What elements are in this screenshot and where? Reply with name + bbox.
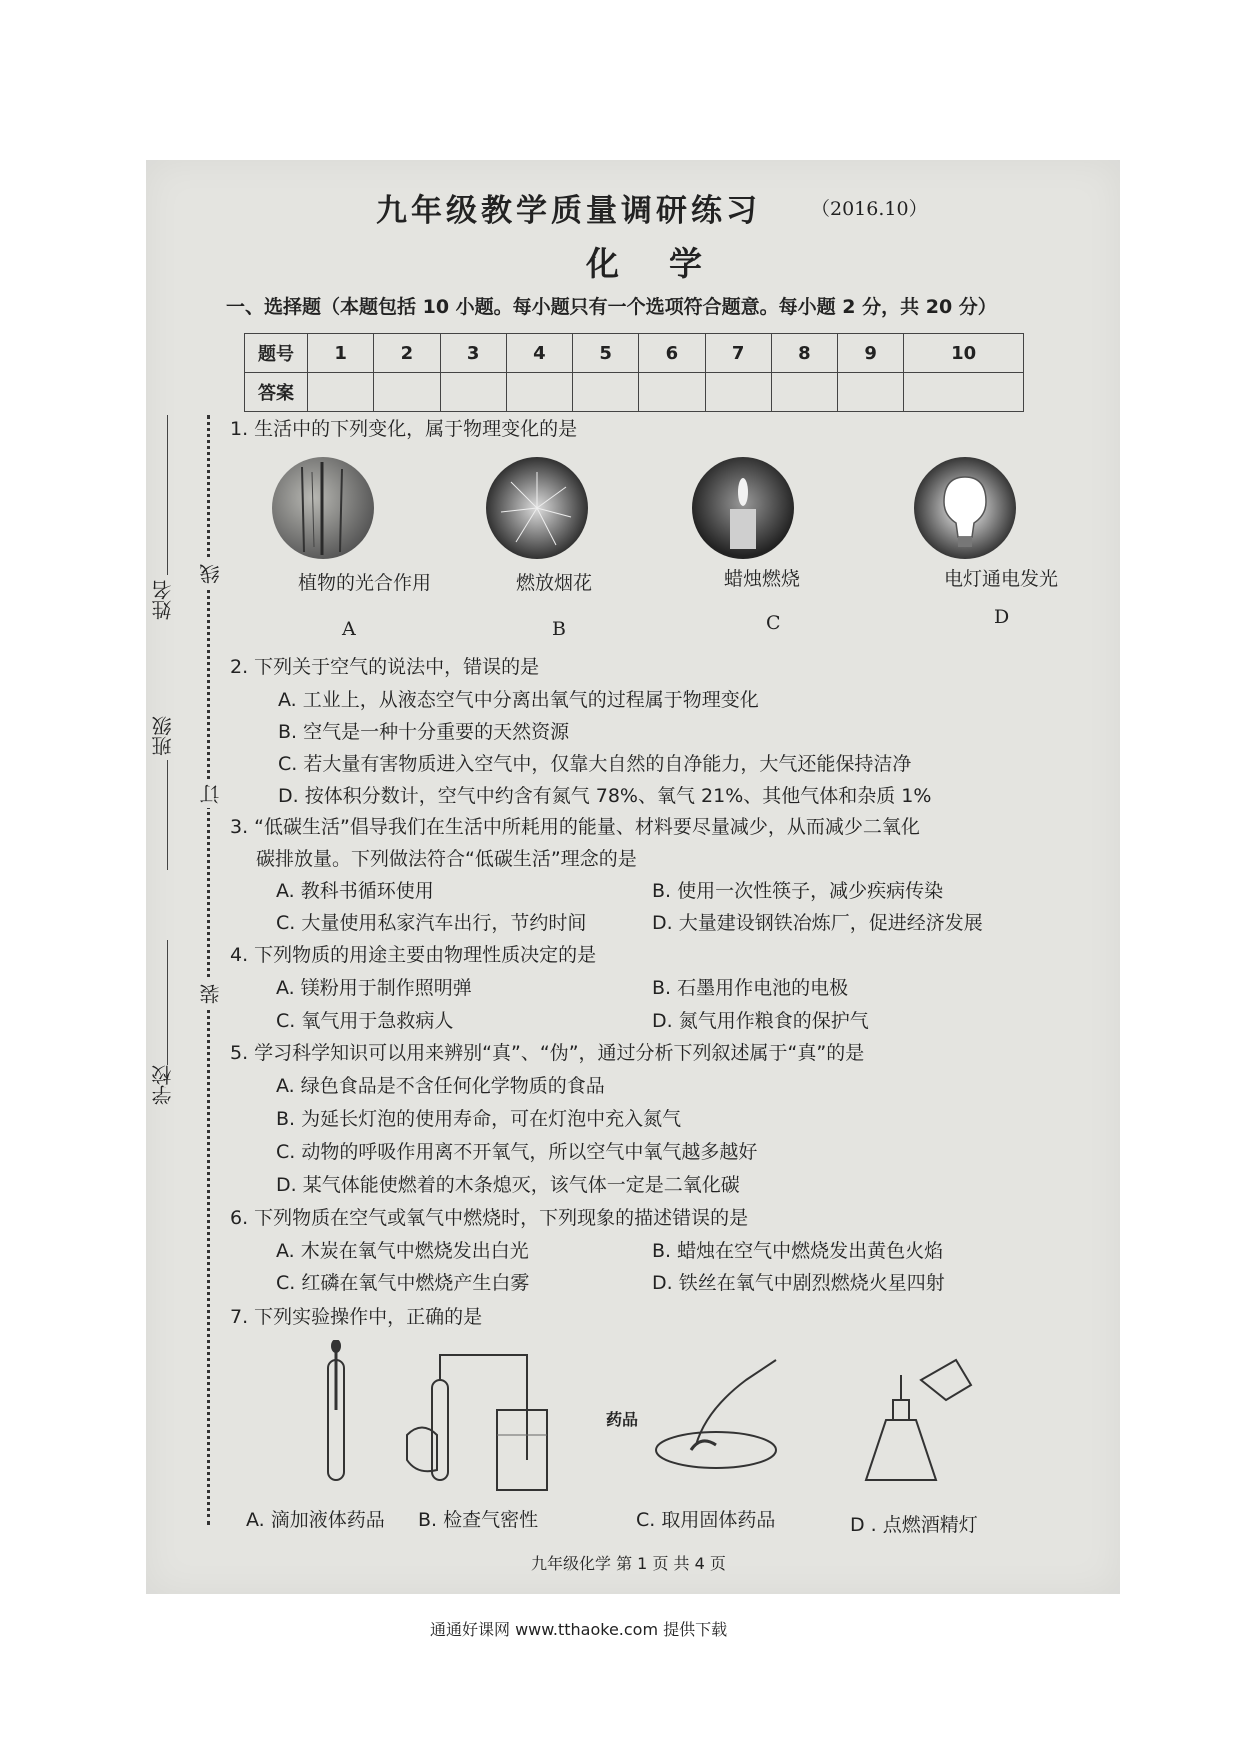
- light-bulb-image: [914, 457, 1016, 559]
- answer-cell[interactable]: [705, 373, 771, 412]
- binding-zhuang: 装: [196, 980, 225, 1008]
- q1-caption-a: 植物的光合作用: [298, 572, 432, 594]
- binding-xian: 线: [196, 560, 225, 588]
- subject-title: 化学: [586, 244, 752, 283]
- q1-letter-b: B: [552, 618, 566, 640]
- binding-ding: 订: [196, 780, 225, 808]
- question-5-stem: 5. 学习科学知识可以用来辨别“真”、“伪”，通过分析下列叙述属于“真”的是: [230, 1042, 865, 1064]
- table-cell: 8: [771, 334, 837, 373]
- answer-cell[interactable]: [904, 373, 1024, 412]
- question-7-stem: 7. 下列实验操作中，正确的是: [230, 1306, 483, 1328]
- light-bulb-icon: [914, 457, 1016, 559]
- answer-cell[interactable]: [771, 373, 837, 412]
- answer-cell[interactable]: [440, 373, 506, 412]
- q5-option-a: A. 绿色食品是不含任何化学物质的食品: [276, 1075, 605, 1097]
- question-6-stem: 6. 下列物质在空气或氧气中燃烧时，下列现象的描述错误的是: [230, 1207, 749, 1229]
- exam-title: 九年级教学质量调研练习: [376, 193, 761, 229]
- q7-option-b: B. 检查气密性: [418, 1509, 539, 1531]
- q1-letter-d: D: [994, 606, 1010, 628]
- section-heading: 一、选择题（本题包括 10 小题。每小题只有一个选项符合题意。每小题 2 分，共 20 分）: [226, 296, 997, 318]
- question-3-stem-line2: 碳排放量。下列做法符合“低碳生活”理念的是: [256, 848, 637, 870]
- table-cell: 5: [573, 334, 639, 373]
- q2-option-c: C. 若大量有害物质进入空气中，仅靠大自然的自净能力，大气还能保持洁净: [278, 753, 912, 775]
- tree-icon: [272, 457, 374, 559]
- class-underline: [167, 760, 168, 870]
- exam-photo: [146, 160, 1120, 1594]
- answer-cell[interactable]: [374, 373, 440, 412]
- answer-cell[interactable]: [308, 373, 374, 412]
- q1-letter-c: C: [766, 612, 781, 634]
- answer-cell[interactable]: [506, 373, 572, 412]
- q6-option-c: C. 红磷在氧气中燃烧产生白雾: [276, 1272, 530, 1294]
- q6-option-b: B. 蜡烛在空气中燃烧发出黄色火焰: [652, 1240, 944, 1262]
- table-cell: 7: [705, 334, 771, 373]
- q1-caption-d: 电灯通电发光: [944, 568, 1059, 590]
- table-row-answers: [245, 373, 1024, 412]
- q3-option-d: D. 大量建设钢铁冶炼厂，促进经济发展: [652, 912, 983, 934]
- drug-label: 药品: [606, 1410, 639, 1429]
- q6-option-d: D. 铁丝在氧气中剧烈燃烧火星四射: [652, 1272, 945, 1294]
- question-4-stem: 4. 下列物质的用途主要由物理性质决定的是: [230, 944, 597, 966]
- alcohol-lamp-icon: [846, 1340, 976, 1500]
- candle-image: [692, 457, 794, 559]
- q2-option-d: D. 按体积分数计，空气中约含有氮气 78%、氧气 21%、其他气体和杂质 1%: [278, 785, 932, 807]
- q5-option-c: C. 动物的呼吸作用离不开氧气，所以空气中氧气越多越好: [276, 1141, 758, 1163]
- exam-date: （2016.10）: [811, 198, 928, 220]
- table-cell: 2: [374, 334, 440, 373]
- q4-option-a: A. 镁粉用于制作照明弹: [276, 977, 472, 999]
- download-note: 通通好课网 www.tthaoke.com 提供下载: [430, 1620, 728, 1639]
- q7-option-a: A. 滴加液体药品: [246, 1509, 385, 1531]
- answer-table: [244, 333, 1024, 412]
- page-footer: 九年级化学 第 1 页 共 4 页: [531, 1554, 726, 1573]
- question-3-stem-line1: 3. “低碳生活”倡导我们在生活中所耗用的能量、材料要尽量减少，从而减少二氧化: [230, 816, 920, 838]
- table-row-label: 答案: [245, 373, 308, 412]
- q2-option-b: B. 空气是一种十分重要的天然资源: [278, 721, 570, 743]
- table-cell: 10: [904, 334, 1024, 373]
- hand-taking-solid-icon: [636, 1340, 786, 1500]
- q2-option-a: A. 工业上，从液态空气中分离出氧气的过程属于物理变化: [278, 689, 759, 711]
- class-label: 班级: [151, 716, 175, 756]
- school-label: 学校: [151, 1065, 175, 1105]
- airtightness-apparatus-icon: [402, 1340, 552, 1500]
- q6-option-a: A. 木炭在氧气中燃烧发出白光: [276, 1240, 529, 1262]
- dropper-test-tube-icon: [306, 1340, 366, 1500]
- name-underline: [167, 415, 168, 575]
- answer-cell[interactable]: [573, 373, 639, 412]
- photosynthesis-image: [272, 457, 374, 559]
- table-cell: 1: [308, 334, 374, 373]
- question-1-stem: 1. 生活中的下列变化，属于物理变化的是: [230, 418, 578, 440]
- q3-option-a: A. 教科书循环使用: [276, 880, 434, 902]
- table-cell: 9: [838, 334, 904, 373]
- q7-option-d: D . 点燃酒精灯: [850, 1514, 978, 1536]
- school-underline: [167, 940, 168, 1065]
- q1-caption-b: 燃放烟花: [516, 572, 593, 594]
- fireworks-icon: [486, 457, 588, 559]
- candle-icon: [692, 457, 794, 559]
- q5-option-d: D. 某气体能使燃着的木条熄灭，该气体一定是二氧化碳: [276, 1174, 740, 1196]
- table-cell: 6: [639, 334, 705, 373]
- q3-option-b: B. 使用一次性筷子，减少疾病传染: [652, 880, 944, 902]
- name-label: 姓名: [151, 580, 175, 620]
- q4-option-d: D. 氮气用作粮食的保护气: [652, 1010, 869, 1032]
- q1-letter-a: A: [342, 618, 356, 640]
- q7-option-c: C. 取用固体药品: [636, 1509, 776, 1531]
- question-2-stem: 2. 下列关于空气的说法中，错误的是: [230, 656, 540, 678]
- fireworks-image: [486, 457, 588, 559]
- q1-caption-c: 蜡烛燃烧: [724, 568, 801, 590]
- answer-cell[interactable]: [838, 373, 904, 412]
- table-cell: 4: [506, 334, 572, 373]
- table-cell: 3: [440, 334, 506, 373]
- q3-option-c: C. 大量使用私家汽车出行，节约时间: [276, 912, 587, 934]
- q5-option-b: B. 为延长灯泡的使用寿命，可在灯泡中充入氮气: [276, 1108, 682, 1130]
- table-row-label: 题号: [245, 334, 308, 373]
- answer-cell[interactable]: [639, 373, 705, 412]
- q4-option-c: C. 氧气用于急救病人: [276, 1010, 454, 1032]
- q4-option-b: B. 石墨用作电池的电极: [652, 977, 849, 999]
- table-row-numbers: [245, 334, 1024, 373]
